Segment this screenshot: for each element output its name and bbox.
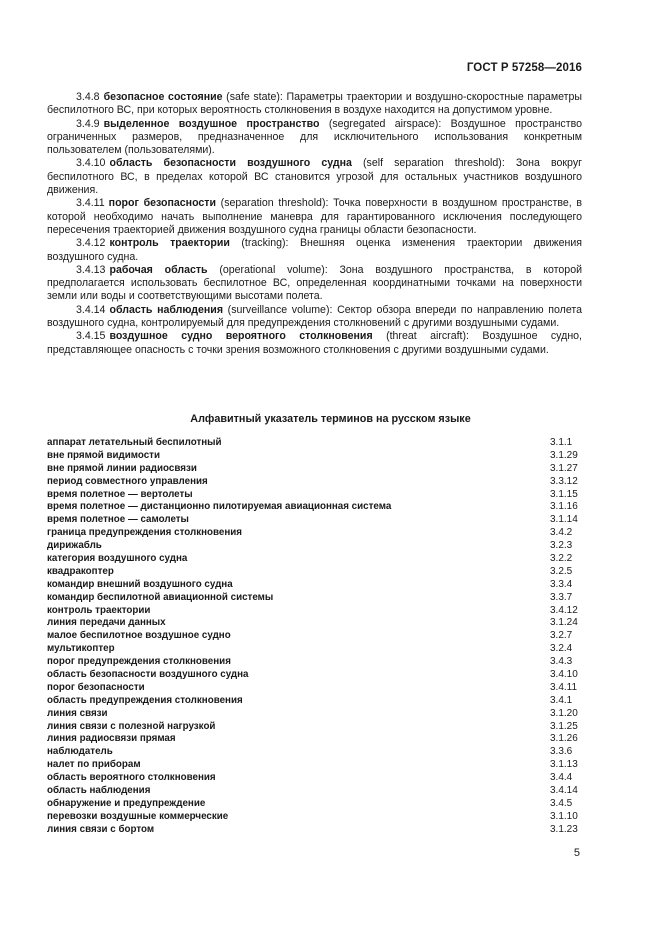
index-term: категория воздушного судна bbox=[47, 553, 188, 565]
index-entry bbox=[47, 733, 582, 746]
index-ref: 3.3.4 bbox=[550, 578, 573, 590]
index-entry bbox=[47, 553, 582, 566]
index-entry bbox=[47, 785, 582, 798]
index-entry bbox=[47, 708, 582, 721]
definition-term: контроль траектории bbox=[109, 237, 230, 250]
index-entry bbox=[47, 721, 582, 734]
definition-text: (separation threshold): Точка поверхности в воздушном пространстве, в которой необходимо начать выполнение маневра для гарантированного исключения последующего пересечения траекторией движения воздушного судна границы области безопасности. bbox=[47, 197, 582, 236]
index-term: линия радиосвязи прямая bbox=[47, 733, 176, 745]
index-ref: 3.1.29 bbox=[550, 449, 578, 461]
index-ref: 3.4.14 bbox=[550, 785, 578, 797]
index-ref: 3.4.12 bbox=[550, 604, 578, 616]
index-ref: 3.3.7 bbox=[550, 591, 573, 603]
index-ref: 3.1.23 bbox=[550, 823, 578, 835]
definition-text: (surveillance volume): Сектор обзора впереди по направлению полета воздушного судна, контролируемый для предупреждения столкновений с другими воздушными судами. bbox=[47, 303, 583, 330]
index-entry bbox=[47, 746, 582, 759]
definition-term: область наблюдения bbox=[109, 303, 224, 316]
index-ref: 3.2.7 bbox=[550, 630, 573, 642]
index-ref: 3.1.27 bbox=[550, 462, 578, 474]
definition-paragraph bbox=[47, 304, 582, 331]
index-ref: 3.1.14 bbox=[550, 514, 578, 526]
index-term: линия связи с бортом bbox=[47, 823, 155, 835]
index-entry bbox=[47, 437, 582, 450]
index-entry bbox=[47, 540, 582, 553]
index-entry bbox=[47, 669, 582, 682]
index-term: обнаружение и предупреждение bbox=[47, 797, 206, 809]
index-term: область наблюдения bbox=[47, 785, 151, 797]
definition-paragraph bbox=[47, 157, 582, 197]
index-term: линия связи bbox=[47, 707, 108, 719]
definition-term: выделенное воздушное пространство bbox=[103, 117, 320, 130]
definition-text: (self separation threshold): Зона вокруг беспилотного ВС, в пределах которой ВС становится угрозой для остальных участников воздушного движения. bbox=[47, 157, 582, 197]
index-entry bbox=[47, 759, 582, 772]
definition-number: 3.4.10 bbox=[76, 157, 106, 170]
definitions-section bbox=[47, 91, 582, 357]
index-term: область вероятного столкновения bbox=[47, 772, 216, 784]
index-ref: 3.4.1 bbox=[550, 694, 573, 706]
index-term: вне прямой линии радиосвязи bbox=[47, 462, 197, 474]
definition-number: 3.4.11 bbox=[76, 197, 105, 210]
index-ref: 3.4.11 bbox=[550, 681, 578, 693]
index-title: Алфавитный указатель терминов на русском языке bbox=[190, 413, 471, 425]
index-term: перевозки воздушные коммерческие bbox=[47, 810, 229, 822]
index-term: налет по приборам bbox=[47, 759, 141, 771]
index-term: область безопасности воздушного судна bbox=[47, 669, 249, 681]
definition-text: (segregated airspace): Воздушное пространство ограниченных размеров, предназначенное для исключительного использования конкретным пользователем (пользователями). bbox=[47, 117, 582, 157]
index-ref: 3.2.2 bbox=[550, 553, 573, 565]
index-entry bbox=[47, 682, 582, 695]
definition-term: рабочая область bbox=[109, 263, 208, 276]
definition-text: (threat aircraft): Воздушное судно, представляющее опасность с точки зрения возможного столкновения с другими воздушными судами. bbox=[47, 330, 582, 356]
index-entry bbox=[47, 514, 582, 527]
definition-number: 3.4.9 bbox=[76, 117, 100, 130]
index-ref: 3.1.13 bbox=[550, 759, 578, 771]
definition-number: 3.4.13 bbox=[76, 263, 106, 276]
index-term: граница предупреждения столкновения bbox=[47, 527, 243, 539]
index-ref: 3.4.10 bbox=[550, 669, 578, 681]
index-entry bbox=[47, 489, 582, 502]
index-ref: 3.1.25 bbox=[550, 720, 578, 732]
index-ref: 3.2.3 bbox=[550, 540, 573, 552]
index-entry bbox=[47, 501, 582, 514]
definition-paragraph bbox=[47, 264, 582, 304]
index-entry bbox=[47, 450, 582, 463]
definition-number: 3.4.15 bbox=[76, 330, 106, 343]
definition-paragraph bbox=[47, 197, 582, 237]
definition-number: 3.4.8 bbox=[76, 91, 100, 103]
definition-paragraph bbox=[47, 91, 582, 118]
index-ref: 3.2.5 bbox=[550, 565, 573, 577]
index-entry bbox=[47, 772, 582, 785]
index-entry bbox=[47, 579, 582, 592]
index-term: время полетное — вертолеты bbox=[47, 488, 193, 500]
index-ref: 3.3.6 bbox=[550, 746, 573, 758]
index-ref: 3.1.20 bbox=[550, 707, 578, 719]
index-term: наблюдатель bbox=[47, 746, 113, 758]
index-ref: 3.1.1 bbox=[550, 437, 573, 448]
index-entry bbox=[47, 605, 582, 618]
definition-text: (tracking): Внешняя оценка изменения траектории движения воздушного судна. bbox=[47, 237, 582, 263]
index-entry bbox=[47, 566, 582, 579]
definition-text: (safe state): Параметры траектории и воздушно-скоростные параметры беспилотного ВС, при которых вероятность столкновения в воздухе находится на допустимом уровне. bbox=[47, 91, 583, 117]
definition-text: (operational volume): Зона воздушного пространства, в которой предполагается использовать беспилотное ВС, определенная координатными точками на поверхности земли или воды и соответствующими высотами полета. bbox=[47, 263, 582, 303]
index-term: дирижабль bbox=[47, 540, 102, 552]
index-term: время полетное — дистанционно пилотируемая авиационная система bbox=[47, 501, 392, 513]
index-term: линия передачи данных bbox=[47, 617, 166, 629]
index-term: время полетное — самолеты bbox=[47, 514, 189, 526]
index-ref: 3.1.16 bbox=[550, 501, 578, 513]
definition-term: безопасное состояние bbox=[103, 91, 223, 103]
index-term: командир внешний воздушного судна bbox=[47, 578, 233, 590]
definition-term: порог безопасности bbox=[108, 197, 216, 210]
index-term: аппарат летательный беспилотный bbox=[47, 437, 222, 448]
index-entry bbox=[47, 476, 582, 489]
standard-header: ГОСТ Р 57258—2016 bbox=[466, 62, 582, 74]
index-ref: 3.1.24 bbox=[550, 617, 578, 629]
index-ref: 3.1.15 bbox=[550, 488, 578, 500]
index-entry bbox=[47, 527, 582, 540]
definition-paragraph bbox=[47, 118, 582, 158]
index-term: контроль траектории bbox=[47, 604, 151, 616]
index-entry bbox=[47, 798, 582, 811]
definition-number: 3.4.14 bbox=[76, 303, 106, 316]
index-ref: 3.4.4 bbox=[550, 772, 573, 784]
index-term: вне прямой видимости bbox=[47, 449, 160, 461]
index-entry bbox=[47, 463, 582, 476]
index-ref: 3.3.12 bbox=[550, 475, 578, 487]
index-entry bbox=[47, 824, 582, 837]
index-term: мультикоптер bbox=[47, 643, 115, 655]
definition-term: область безопасности воздушного судна bbox=[109, 157, 352, 170]
index-term: линия связи с полезной нагрузкой bbox=[47, 720, 216, 732]
index-entry bbox=[47, 617, 582, 630]
definition-paragraph bbox=[47, 330, 582, 357]
index-ref: 3.4.2 bbox=[550, 527, 573, 539]
index-entry bbox=[47, 811, 582, 824]
index-entry bbox=[47, 592, 582, 605]
definition-paragraph bbox=[47, 237, 582, 264]
index-entry bbox=[47, 656, 582, 669]
index-term: командир беспилотной авиационной системы bbox=[47, 591, 274, 603]
index-entry bbox=[47, 695, 582, 708]
definition-number: 3.4.12 bbox=[76, 237, 106, 250]
page-number: 5 bbox=[573, 847, 580, 859]
index-entry bbox=[47, 630, 582, 643]
index-term: порог безопасности bbox=[47, 681, 145, 693]
index-ref: 3.1.26 bbox=[550, 733, 578, 745]
index-ref: 3.1.10 bbox=[550, 810, 578, 822]
index-term: область предупреждения столкновения bbox=[47, 694, 243, 706]
definition-term: воздушное судно вероятного столкновения bbox=[109, 330, 373, 343]
index-term: порог предупреждения столкновения bbox=[47, 656, 231, 668]
index-term: период совместного управления bbox=[47, 475, 208, 487]
index-ref: 3.4.5 bbox=[550, 797, 573, 809]
index-list bbox=[47, 437, 582, 837]
index-term: малое беспилотное воздушное судно bbox=[47, 630, 231, 642]
index-ref: 3.2.4 bbox=[550, 643, 573, 655]
index-entry bbox=[47, 643, 582, 656]
index-term: квадракоптер bbox=[47, 565, 114, 577]
index-ref: 3.4.3 bbox=[550, 656, 573, 668]
